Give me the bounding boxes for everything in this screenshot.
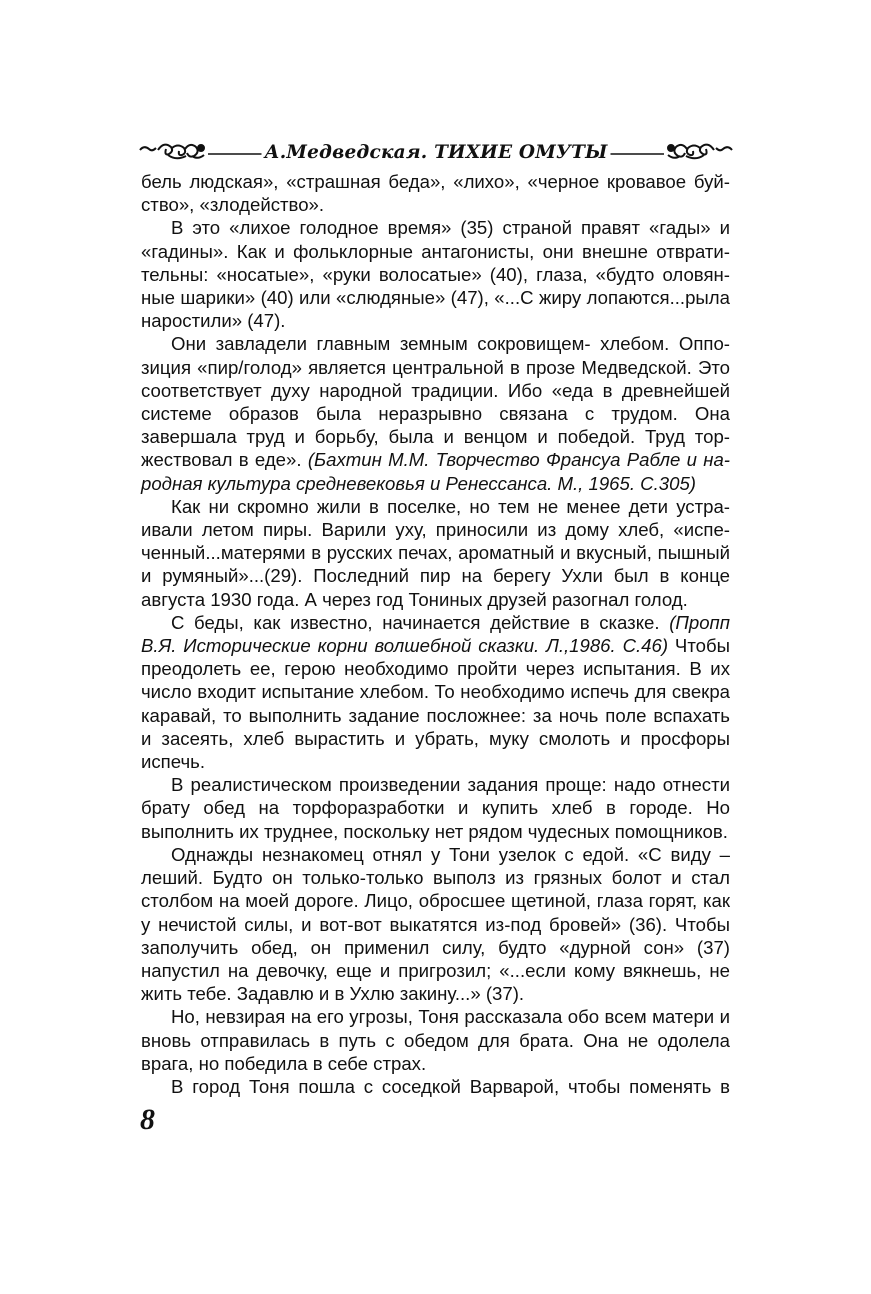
paragraph: В реалистическом произведении задания проще: надо отнести брату обед на торфоразработки и купить хлеб в городе. Но выполнить их труднее, поскольку нет рядом чудесных помощников. xyxy=(141,774,730,842)
paragraph: бель людская», «страшная беда», «лихо», «черное кровавое буйство», «злодейство». xyxy=(141,171,730,216)
paragraph: Они завладели главным земным сокровищем- хлебом. Оппозиция «пир/голод» является центральной в прозе Медведской. Это соответствует духу народной традиции. Ибо «еда в древнейшей системе образов была неразрывно связана с трудом. Она завершала труд и борьбу, была и венцом и победой. Труд торжествовал в еде». (Бахтин М.М. Творчество Франсуа Рабле и народная культура средневековья и Ренессанса. М., 1965. С.305) xyxy=(141,333,730,494)
paragraph: Но, невзирая на его угрозы, Тоня рассказала обо всем матери и вновь отправилась в путь с обедом для брата. Она не одолела врага, но победила в себе страх. xyxy=(141,1006,730,1074)
right-flourish-icon xyxy=(668,145,732,159)
body-text xyxy=(141,170,730,1098)
page-number: 8 xyxy=(140,1103,155,1136)
left-flourish-icon xyxy=(140,145,204,159)
citation: (Бахтин М.М. Творчество Франсуа Рабле и народная культура средневековья и Ренессанса. М., 1965. С.305) xyxy=(141,449,730,494)
running-title: А.Медведская. ТИХИЕ ОМУТЫ xyxy=(261,142,610,163)
paragraph: С беды, как известно, начинается действие в сказке. (Пропп В.Я. Исторические корни волшебной сказки. Л.,1986. С.46) Чтобы преодолеть ее, герою необходимо пройти через испытания. В их число входит испытание хлебом. То необходимо испечь для свекра каравай, то выполнить задание посложнее: за ночь поле вспахать и засеять, хлеб вырастить и убрать, муку смолоть и просфоры испечь. xyxy=(141,611,730,773)
paragraph: В город Тоня пошла с соседкой Варварой, чтобы поменять в xyxy=(171,1075,730,1097)
running-header xyxy=(138,134,734,172)
citation: (Пропп В.Я. Исторические корни волшебной сказки. Л.,1986. С.46) xyxy=(141,611,730,657)
paragraph: Как ни скромно жили в поселке, но тем не менее дети устраивали летом пиры. Варили уху, приносили из дому хлеб, «испеченный...матерями в русских печах, ароматный и вкусный, пышный и румяный»...(29). Последний пир на берегу Ухли был в конце августа 1930 года. А через год Тониных друзей разогнал голод. xyxy=(141,495,730,610)
paragraph: В это «лихое голодное время» (35) страной правят «гады» и «гадины». Как и фольклорные антагонисты, они внешне отвратительны: «носатые», «руки волосатые» (40), глаза, «будто оловянные шарики» (40) или «слюдяные» (47), «...С жиру лопаются...рыла наростили» (47). xyxy=(141,217,730,332)
paragraph: Однажды незнакомец отнял у Тони узелок с едой. «С виду – леший. Будто он только-только выполз из грязных болот и стал столбом на моей дороге. Лицо, обросшее щетиной, глаза горят, как у нечистой силы, и вот-вот выкатятся из-под бровей» (36). Чтобы заполучить обед, он применил силу, будто «дурной сон» (37) напустил на девочку, еще и пригрозил; «...если кому вякнешь, не жить тебе. Задавлю и в Ухлю закину...» (37). xyxy=(141,843,730,1005)
